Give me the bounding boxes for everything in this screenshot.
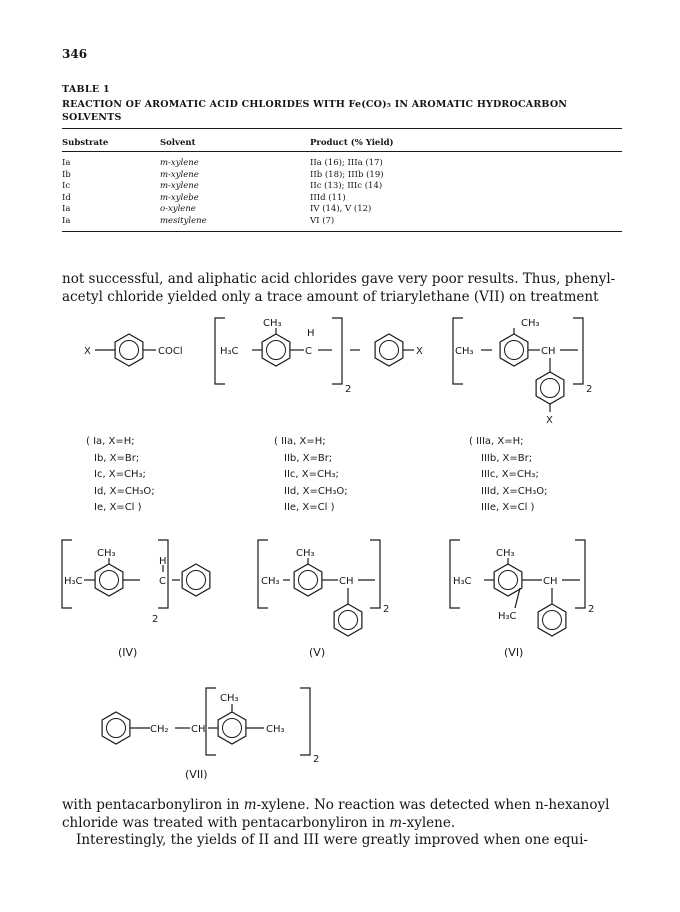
struct-v-ch3-left: CH₃ [261, 576, 280, 587]
struct-vi-ch: CH [543, 576, 558, 587]
struct-i-x: X [84, 346, 91, 357]
struct-vi-label: (VI) [504, 646, 524, 659]
structures-figure [0, 300, 680, 790]
cell-product: IIa (16); IIIa (17) [310, 158, 383, 168]
para2-post-2: -xylene. [402, 814, 456, 831]
table-header-row [62, 134, 622, 152]
benzene-ring-i [115, 334, 143, 366]
cell-substrate: Ia [62, 215, 71, 226]
xylyl-ring-vii [218, 712, 246, 744]
struct-iv-sub2: 2 [152, 614, 159, 625]
struct-vi-sub2: 2 [588, 604, 595, 615]
cell-substrate: Ia [62, 158, 71, 168]
xylyl-ring-ii [262, 334, 290, 366]
table-row [62, 158, 622, 170]
struct-v-sub2: 2 [383, 604, 390, 615]
aryl-ring-ii [375, 334, 403, 366]
struct-ii-ch3: CH₃ [263, 318, 282, 329]
mesityl-ring-vi [494, 564, 522, 596]
cell-solvent: m-xylene [160, 158, 199, 168]
table-row [62, 216, 622, 228]
phenyl-ring-vi [538, 604, 566, 636]
struct-ii-h: H [307, 328, 315, 339]
struct-iii-ch: CH [541, 346, 556, 357]
table-row [62, 193, 622, 205]
header-substrate: Substrate [62, 138, 109, 148]
cell-substrate: Id [62, 192, 71, 203]
struct-ii-x: X [416, 346, 423, 357]
cell-product: IIId (11) [310, 192, 346, 203]
struct-vi-ch3-top: CH₃ [496, 548, 515, 559]
cell-solvent: m-xylene [160, 181, 199, 191]
para2-italic-2: m [389, 814, 403, 831]
paragraph-2 [62, 797, 622, 850]
struct-i-list-2: Ib, X=Br; [94, 453, 140, 464]
struct-i-list-3: Ic, X=CH₃; [94, 469, 146, 480]
header-product: Product (% Yield) [310, 138, 394, 148]
struct-vi-h3c-left: H₃C [453, 576, 472, 587]
struct-iii-sub2: 2 [586, 384, 593, 395]
struct-iv-c: C [159, 576, 166, 587]
reaction-table [62, 134, 622, 227]
cell-product: IIc (13); IIIc (14) [310, 181, 383, 191]
struct-iv-h3c: H₃C [64, 576, 83, 587]
struct-iii-x: X [546, 415, 553, 426]
paragraph-1: not successful, and aliphatic acid chlorides gave very poor results. Thus, phenyl-acetyl chloride yielded only a trace amount of triarylethane (VII) on treatment [62, 271, 616, 305]
struct-iii-list-2: IIIb, X=Br; [481, 453, 533, 464]
cell-product: VI (7) [310, 215, 335, 226]
struct-iv-ch3: CH₃ [97, 548, 116, 559]
header-solvent: Solvent [160, 138, 196, 148]
cell-solvent: m-xylebe [160, 192, 199, 203]
struct-ii-sub2: 2 [345, 384, 352, 395]
struct-iii-list-3: IIIc, X=CH₃; [481, 469, 539, 480]
struct-v-label: (V) [309, 646, 326, 659]
cell-solvent: o-xylene [160, 204, 196, 214]
struct-i-list-5: Ie, X=Cl ) [94, 502, 142, 513]
para2-post: -xylene. No reaction was detected when n-hexanoyl chloride was treated with pentacarbonyliron in [62, 797, 610, 831]
struct-ii-c: C [305, 346, 312, 357]
struct-iv-h: H [159, 556, 167, 567]
table-row [62, 170, 622, 182]
struct-vii-ch3-right: CH₃ [266, 724, 285, 735]
struct-ii-list-5: IIe, X=Cl ) [284, 502, 335, 513]
struct-iii-list-4: IIId, X=CH₃O; [481, 486, 548, 497]
table-label: TABLE 1 [62, 84, 110, 95]
xylyl-ring-iv [95, 564, 123, 596]
xylyl-ring-iii [500, 334, 528, 366]
xylyl-ring-v [294, 564, 322, 596]
struct-vii-ch: CH [191, 724, 206, 735]
cell-product: IIb (18); IIIb (19) [310, 169, 384, 180]
struct-i-list-4: Id, X=CH₃O; [94, 486, 155, 497]
table-caption: REACTION OF AROMATIC ACID CHLORIDES WITH Fe(CO)₅ IN AROMATIC HYDROCARBON SOLVENTS [62, 99, 568, 123]
struct-ii-h3c: H₃C [220, 346, 239, 357]
struct-iii-ch3-top: CH₃ [521, 318, 540, 329]
struct-ii-list-2: IIb, X=Br; [284, 453, 333, 464]
struct-iii-ch3-left: CH₃ [455, 346, 474, 357]
struct-vi-h3c-bottom: H₃C [498, 611, 517, 622]
para2-line-3: Interestingly, the yields of II and III were greatly improved when one equi- [76, 832, 588, 848]
para2-italic: m [243, 797, 257, 813]
cell-solvent: mesitylene [160, 215, 207, 226]
phenyl-ring-v [334, 604, 362, 636]
page-number: 346 [62, 47, 88, 61]
table-row [62, 181, 622, 193]
struct-iii-list-1: ( IIIa, X=H; [469, 436, 524, 447]
table-row [62, 204, 622, 216]
aryl-ring-iii [536, 372, 564, 404]
struct-i-list-1: ( Ia, X=H; [86, 436, 135, 447]
struct-vii-ch3-top: CH₃ [220, 693, 239, 704]
cell-substrate: Ia [62, 204, 71, 214]
phenyl-ring-vii [102, 712, 130, 744]
struct-ii-list-1: ( IIa, X=H; [274, 436, 326, 447]
struct-iv-label: (IV) [118, 646, 138, 659]
struct-vii-sub2: 2 [313, 754, 320, 765]
struct-iii-list-5: IIIe, X=Cl ) [481, 502, 535, 513]
table-bottom-rule [62, 231, 622, 232]
table-top-rule [62, 128, 622, 129]
struct-v-ch3-top: CH₃ [296, 548, 315, 559]
cell-substrate: Ib [62, 169, 71, 180]
cell-solvent: m-xylene [160, 169, 199, 180]
struct-vii-ch2: CH₂ [150, 724, 169, 735]
cell-substrate: Ic [62, 181, 71, 191]
struct-vii-label: (VII) [185, 768, 208, 781]
struct-ii-list-3: IIc, X=CH₃; [284, 469, 339, 480]
struct-i-cocl: COCl [158, 346, 183, 357]
cell-product: IV (14), V (12) [310, 204, 372, 214]
para2-pre: with pentacarbonyliron in [62, 797, 244, 813]
struct-ii-list-4: IId, X=CH₃O; [284, 486, 348, 497]
phenyl-ring-iv [182, 564, 210, 596]
struct-v-ch: CH [339, 576, 354, 587]
